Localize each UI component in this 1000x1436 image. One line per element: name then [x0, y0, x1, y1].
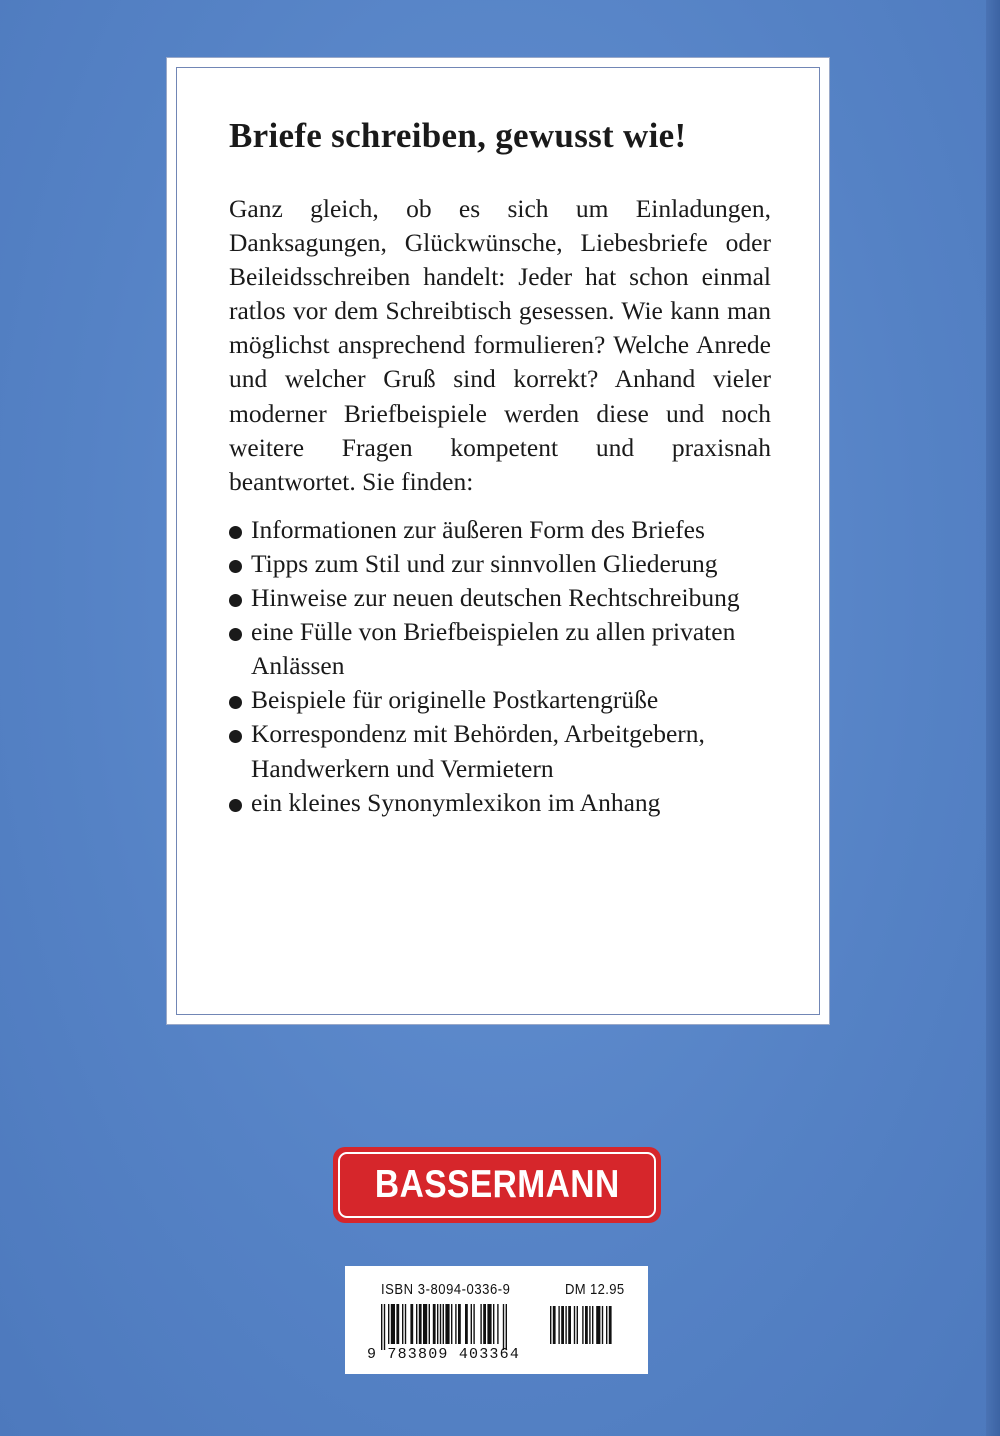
list-item: Informationen zur äußeren Form des Briefes: [229, 513, 771, 547]
bullet-icon: [229, 628, 242, 641]
cover-title: Briefe schreiben, gewusst wie!: [229, 116, 687, 155]
text-panel: [166, 57, 830, 1025]
list-item: Korrespondenz mit Behörden, Arbeitgebern, Handwerkern und Vermietern: [229, 717, 771, 785]
publisher-logo: [333, 1147, 661, 1223]
panel-content: [229, 116, 771, 820]
isbn-text: ISBN 3-8094-0336-9: [381, 1282, 511, 1298]
list-item: Hinweise zur neuen deutschen Rechtschreibung: [229, 581, 771, 615]
feature-list: [229, 513, 771, 820]
bullet-icon: [229, 799, 242, 812]
list-item: eine Fülle von Briefbeispielen zu allen privaten Anlässen: [229, 615, 771, 683]
bullet-icon: [229, 526, 242, 539]
publisher-name: BASSERMANN: [374, 1163, 620, 1206]
list-item: Tipps zum Stil und zur sinnvollen Gliederung: [229, 547, 771, 581]
bullet-icon: [229, 560, 242, 573]
barcode-number: 9 783809 403364: [367, 1346, 521, 1363]
barcode-label: [345, 1266, 648, 1374]
barcode-icon: [381, 1304, 543, 1350]
bullet-icon: [229, 730, 242, 743]
price-text: DM 12.95: [565, 1282, 625, 1298]
book-spine-edge: [986, 0, 1000, 1436]
list-item: ein kleines Synonymlexikon im Anhang: [229, 786, 771, 820]
bullet-icon: [229, 696, 242, 709]
addon-barcode-icon: [550, 1306, 626, 1350]
list-item: Beispiele für originelle Postkartengrüße: [229, 683, 771, 717]
intro-paragraph: Ganz gleich, ob es sich um Einladungen, Danksagungen, Glückwünsche, Liebesbriefe oder Beileidsschreiben handelt: Jeder hat schon einmal ratlos vor dem Schreibtisch gesessen. Wie kann man möglichst ansprechend formulieren? Welche Anrede und welcher Gruß sind korrekt? Anhand vieler moderner Briefbeispiele werden diese und noch weitere Fragen kompetent und praxisnah beantwortet. Sie finden:: [229, 194, 771, 496]
publisher-logo-frame: [338, 1152, 656, 1218]
bullet-icon: [229, 594, 242, 607]
